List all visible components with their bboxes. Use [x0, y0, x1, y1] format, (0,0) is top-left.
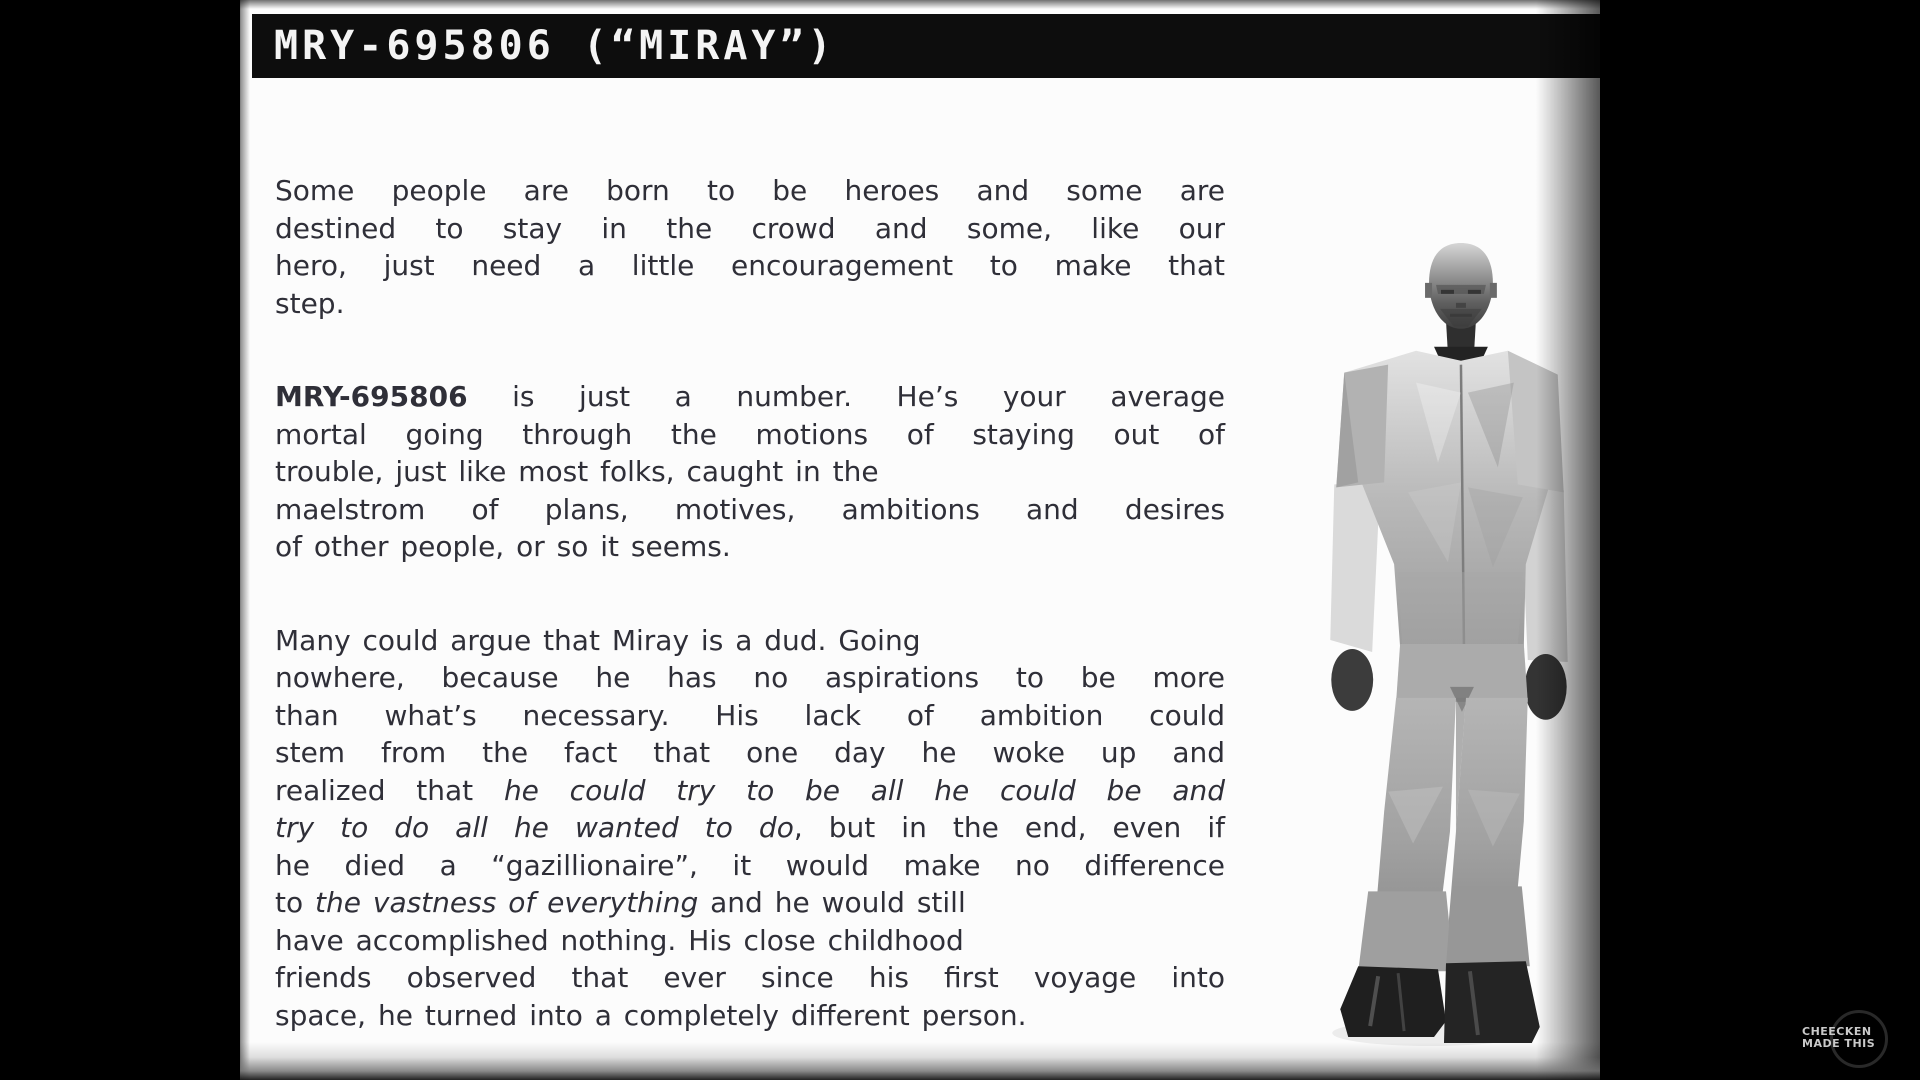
- text-line: [275, 772, 1225, 810]
- text-segment: try to do all he wanted to do: [275, 811, 794, 844]
- text-segment: of other people, or so it seems.: [275, 530, 731, 563]
- text-segment: have accomplished nothing. His close childhood: [275, 923, 964, 957]
- text-line: [275, 528, 1225, 566]
- text-segment: stem from the fact that one day he woke up and: [275, 736, 1225, 769]
- text-segment: mortal going through the motions of staying out of: [275, 417, 1225, 451]
- text-segment: trouble, just like most folks, caught in the: [275, 455, 879, 488]
- paragraph: [275, 378, 1225, 566]
- text-segment: he could try to be all he could be and: [503, 773, 1225, 807]
- text-line: [275, 697, 1225, 735]
- text-segment: nowhere, because he has no aspirations to be more: [275, 661, 1225, 694]
- text-segment: space, he turned into a completely different person.: [275, 998, 1027, 1032]
- watermark-logo: [1788, 1008, 1908, 1074]
- text-segment: he died a “gazillionaire”, it would make no difference: [275, 848, 1225, 882]
- character-portrait: [1318, 233, 1568, 1051]
- text-line: [275, 659, 1225, 697]
- text-line: [275, 416, 1225, 454]
- text-segment: to: [275, 886, 316, 919]
- text-segment: realized that: [275, 773, 504, 807]
- text-segment: than what’s necessary. His lack of ambition could: [275, 698, 1225, 732]
- watermark-line1: CHEECKEN: [1802, 1025, 1872, 1038]
- paragraph: [275, 622, 1225, 1035]
- text-segment: Many could argue that Miray is a dud. Going: [275, 623, 921, 657]
- manual-page: [240, 0, 1600, 1080]
- text-segment: and he would still: [698, 886, 966, 919]
- bio-text: [275, 172, 1225, 1080]
- text-segment: hero, just need a little encouragement to make that: [275, 249, 1225, 282]
- text-segment: friends observed that ever since his first voyage into: [275, 961, 1225, 994]
- text-segment: maelstrom of plans, motives, ambitions and desires: [275, 492, 1225, 526]
- text-line: [275, 734, 1225, 772]
- text-segment: , but in the end, even if: [793, 811, 1225, 844]
- text-line: [275, 997, 1225, 1035]
- text-segment: MRY-695806: [275, 380, 468, 413]
- text-line: [275, 884, 1225, 922]
- text-segment: step.: [275, 286, 345, 320]
- text-segment: the vastness of everything: [315, 886, 699, 919]
- text-line: [275, 622, 1225, 660]
- text-line: [275, 378, 1225, 416]
- text-line: [275, 453, 1225, 491]
- text-segment: destined to stay in the crowd and some, like our: [275, 211, 1225, 245]
- text-line: [275, 809, 1225, 847]
- text-segment: Some people are born to be heroes and some are: [275, 174, 1225, 207]
- title-bar: [252, 14, 1600, 78]
- text-line: [275, 285, 1225, 323]
- text-line: [275, 247, 1225, 285]
- text-line: [275, 491, 1225, 529]
- text-segment: is just a number. He’s your average: [467, 380, 1225, 413]
- text-line: [275, 210, 1225, 248]
- text-line: [275, 847, 1225, 885]
- page-title: MRY-695806 (“MIRAY”): [274, 23, 836, 69]
- paragraph: [275, 172, 1225, 322]
- text-line: [275, 959, 1225, 997]
- text-line: [275, 172, 1225, 210]
- watermark-line2: MADE THIS: [1802, 1037, 1876, 1050]
- character-model: [1318, 233, 1568, 1051]
- text-line: [275, 922, 1225, 960]
